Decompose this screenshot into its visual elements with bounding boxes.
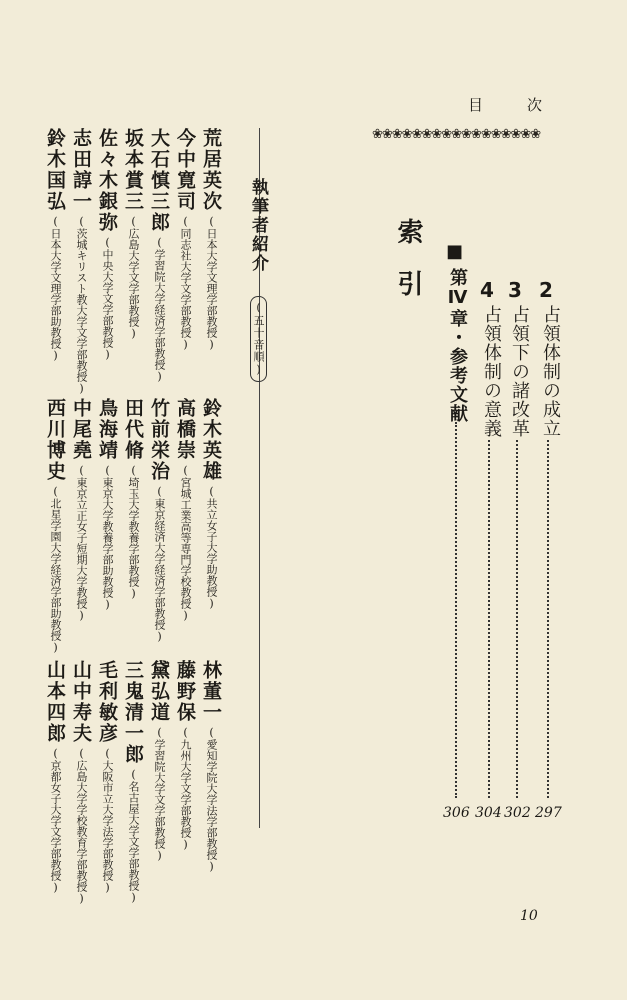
author-name: 中尾堯 (70, 398, 92, 461)
chapter-square-mark: ■ (446, 241, 464, 262)
author-affiliation: (共立女子大学助教授) (205, 485, 218, 610)
toc-item-3-page: 302 (504, 805, 531, 821)
author-name: 今中寛司 (174, 128, 196, 212)
author-affiliation: (東京大学教養学部助教授) (101, 464, 114, 611)
toc-item-4-number: 4 (480, 278, 494, 302)
author-entry (172, 660, 199, 851)
author-entry (94, 660, 121, 894)
author-name: 西川博史 (44, 398, 66, 482)
author-entry (146, 660, 173, 862)
author-entry (172, 128, 199, 351)
author-name: 田代脩 (122, 398, 144, 461)
author-entry (42, 398, 69, 654)
author-entry (198, 128, 225, 351)
author-affiliation: (同志社大学文学部教授) (179, 215, 192, 351)
author-affiliation: (学習院大学経済学部教授) (153, 236, 166, 383)
author-name: 竹前栄治 (148, 398, 170, 482)
author-entry (42, 660, 69, 894)
author-affiliation: (名古屋大学文学部教授) (127, 768, 140, 904)
chapter-references-leader (455, 422, 457, 798)
toc-item-4-title: 占領体制の意義 (481, 305, 502, 438)
author-affiliation: (茨城キリスト教大学文学部教授) (75, 215, 88, 395)
author-entry (120, 128, 147, 340)
author-entry (198, 398, 225, 610)
author-affiliation: (東京経済大学経済学部教授) (153, 485, 166, 643)
author-affiliation: (日本大学文理学部教授) (205, 215, 218, 351)
author-name: 山本四郎 (44, 660, 66, 744)
authors-heading: 執筆者紹介 (248, 178, 268, 273)
author-entry (94, 398, 121, 611)
author-name: 志田諄一 (70, 128, 92, 212)
toc-item-2-leader (547, 440, 549, 798)
author-affiliation: (北星学園大学経済学部助教授) (49, 485, 62, 654)
author-name: 林董一 (200, 660, 222, 723)
author-name: 鈴木国弘 (44, 128, 66, 212)
author-name: 三鬼清一郎 (122, 660, 144, 765)
author-entry (68, 398, 95, 622)
authors-heading-note: (五十音順) (250, 296, 267, 382)
toc-item-2-title: 占領体制の成立 (540, 305, 561, 438)
toc-item-3-title: 占領下の諸改革 (509, 305, 530, 438)
toc-item-4-page: 304 (475, 805, 502, 821)
author-entry (42, 128, 69, 362)
author-affiliation: (大阪市立大学法学部教授) (101, 747, 114, 894)
author-entry (198, 660, 225, 873)
toc-item-3-leader (516, 440, 518, 798)
header-title-left: 目 (468, 96, 486, 114)
author-affiliation: (愛知学院大学法学部教授) (205, 726, 218, 873)
author-name: 黛弘道 (148, 660, 170, 723)
author-name: 鳥海靖 (96, 398, 118, 461)
author-name: 高橋崇 (174, 398, 196, 461)
toc-item-2-page: 297 (535, 805, 562, 821)
index-title: 索引 (393, 218, 423, 322)
author-affiliation: (広島大学文学部教授) (127, 215, 140, 340)
chapter-references-page: 306 (443, 805, 470, 821)
author-affiliation: (宮城工業高等専門学校教授) (179, 464, 192, 622)
author-name: 大石慎三郎 (148, 128, 170, 233)
author-affiliation: (中央大学文学部教授) (101, 236, 114, 361)
author-affiliation: (京都女子大学文学部教授) (49, 747, 62, 894)
chapter-references-title: 第Ⅳ章・参考文献 (447, 268, 468, 423)
author-affiliation: (埼玉大学教養学部教授) (127, 464, 140, 600)
toc-item-2-number: 2 (539, 278, 553, 302)
author-affiliation: (学習院大学文学部教授) (153, 726, 166, 862)
author-name: 坂本賞三 (122, 128, 144, 212)
author-name: 鈴木英雄 (200, 398, 222, 482)
author-name: 山中寿夫 (70, 660, 92, 744)
author-entry (120, 660, 147, 904)
toc-item-4-leader (488, 440, 490, 798)
author-name: 藤野保 (174, 660, 196, 723)
author-entry (146, 398, 173, 643)
author-entry (146, 128, 173, 383)
author-entry (120, 398, 147, 600)
header-title-right: 次 (527, 96, 545, 114)
author-entry (68, 128, 95, 395)
author-affiliation: (東京立正女子短期大学教授) (75, 464, 88, 622)
author-affiliation: (広島大学学校教育学部教授) (75, 747, 88, 905)
author-name: 毛利敏彦 (96, 660, 118, 744)
page-number: 10 (520, 908, 538, 924)
author-affiliation: (日本大学文理学部助教授) (49, 215, 62, 362)
author-entry (68, 660, 95, 905)
ornamental-border: ❀❀❀❀❀❀❀❀❀❀❀❀❀❀❀❀❀ (372, 127, 541, 142)
author-entry (172, 398, 199, 622)
author-affiliation: (九州大学文学部教授) (179, 726, 192, 851)
author-entry (94, 128, 121, 361)
authors-heading-group (246, 178, 271, 382)
author-name: 荒居英次 (200, 128, 222, 212)
author-name: 佐々木銀弥 (96, 128, 118, 233)
toc-item-3-number: 3 (508, 278, 522, 302)
